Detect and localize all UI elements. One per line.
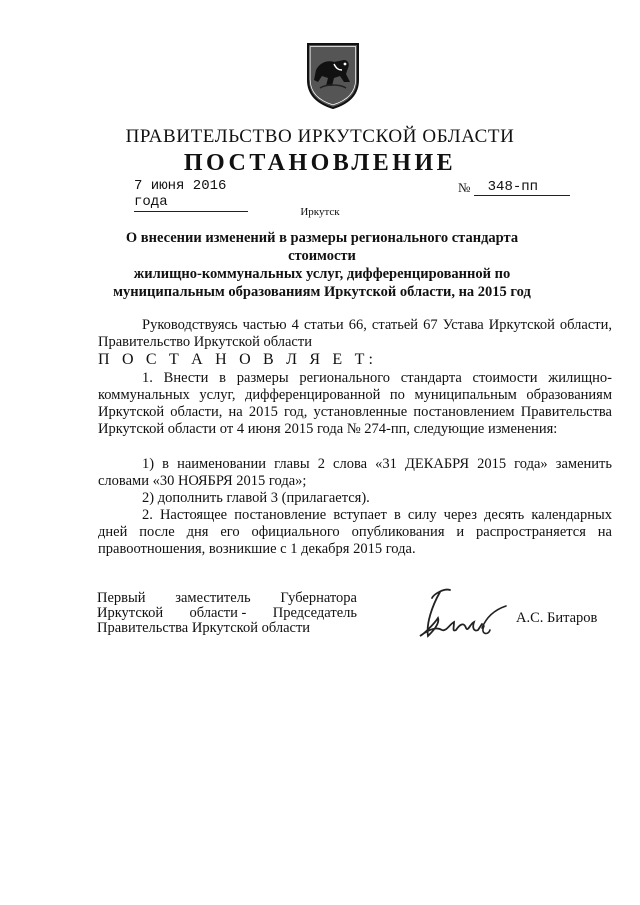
document-number-block: [458, 178, 570, 196]
document-number: 348-пп: [474, 179, 570, 196]
handwritten-signature: [410, 584, 520, 644]
position-line-2: [97, 606, 357, 621]
city-name: Иркутск: [300, 206, 340, 218]
position-word: Губернатора: [280, 590, 357, 606]
item-2-paragraph: 2. Настоящее постановление вступает в силу через десять календарных дней после дня его официального опубликования и распространяется на правоотношения, возникшие с 1 декабря 2015 года.: [98, 507, 612, 557]
heading-line-2: жилищно-коммунальных услуг, дифференцированной по: [133, 266, 511, 282]
signatory-position: [97, 591, 357, 636]
position-word: области -: [189, 605, 247, 621]
document-date: 7 июня 2016 года: [134, 178, 248, 212]
decree-word: П О С Т А Н О В Л Я Е Т:: [98, 351, 378, 368]
heading-line-1: О внесении изменений в размеры регионального стандарта стоимости: [125, 230, 519, 264]
preamble-paragraph: Руководствуясь частью 4 статьи 66, статьей 67 Устава Иркутской области, Правительство Иркутской области: [98, 317, 612, 350]
coat-of-arms-emblem: [304, 40, 362, 110]
position-word: Председатель: [272, 605, 357, 621]
item-1-2-paragraph: 2) дополнить главой 3 (прилагается).: [142, 490, 370, 506]
position-line-3: Правительства Иркутской области: [97, 620, 311, 636]
position-word: Иркутской: [97, 605, 164, 621]
heading-line-3: муниципальным образованиям Иркутской области, на 2015 год: [113, 284, 531, 300]
number-label: №: [458, 180, 471, 195]
document-title: ПОСТАНОВЛЕНИЕ: [183, 150, 457, 176]
document-heading: [112, 229, 532, 301]
position-line-1: [97, 591, 357, 606]
position-word: Первый: [97, 590, 146, 606]
item-1-paragraph: 1. Внести в размеры регионального стандарта стоимости жилищно-коммунальных услуг, дифференцированной по муниципальным образованиям Иркутской области, на 2015 год, установленные постановлением Правительства Иркутской области от 4 июня 2015 года № 274-пп, следующие изменения:: [98, 370, 612, 437]
signatory-name: А.С. Битаров: [516, 610, 598, 626]
item-1-1-paragraph: 1) в наименовании главы 2 слова «31 ДЕКАБРЯ 2015 года» заменить словами «30 НОЯБРЯ 2015 года»;: [98, 456, 612, 489]
position-word: заместитель: [175, 590, 251, 606]
government-name: ПРАВИТЕЛЬСТВО ИРКУТСКОЙ ОБЛАСТИ: [125, 126, 515, 147]
